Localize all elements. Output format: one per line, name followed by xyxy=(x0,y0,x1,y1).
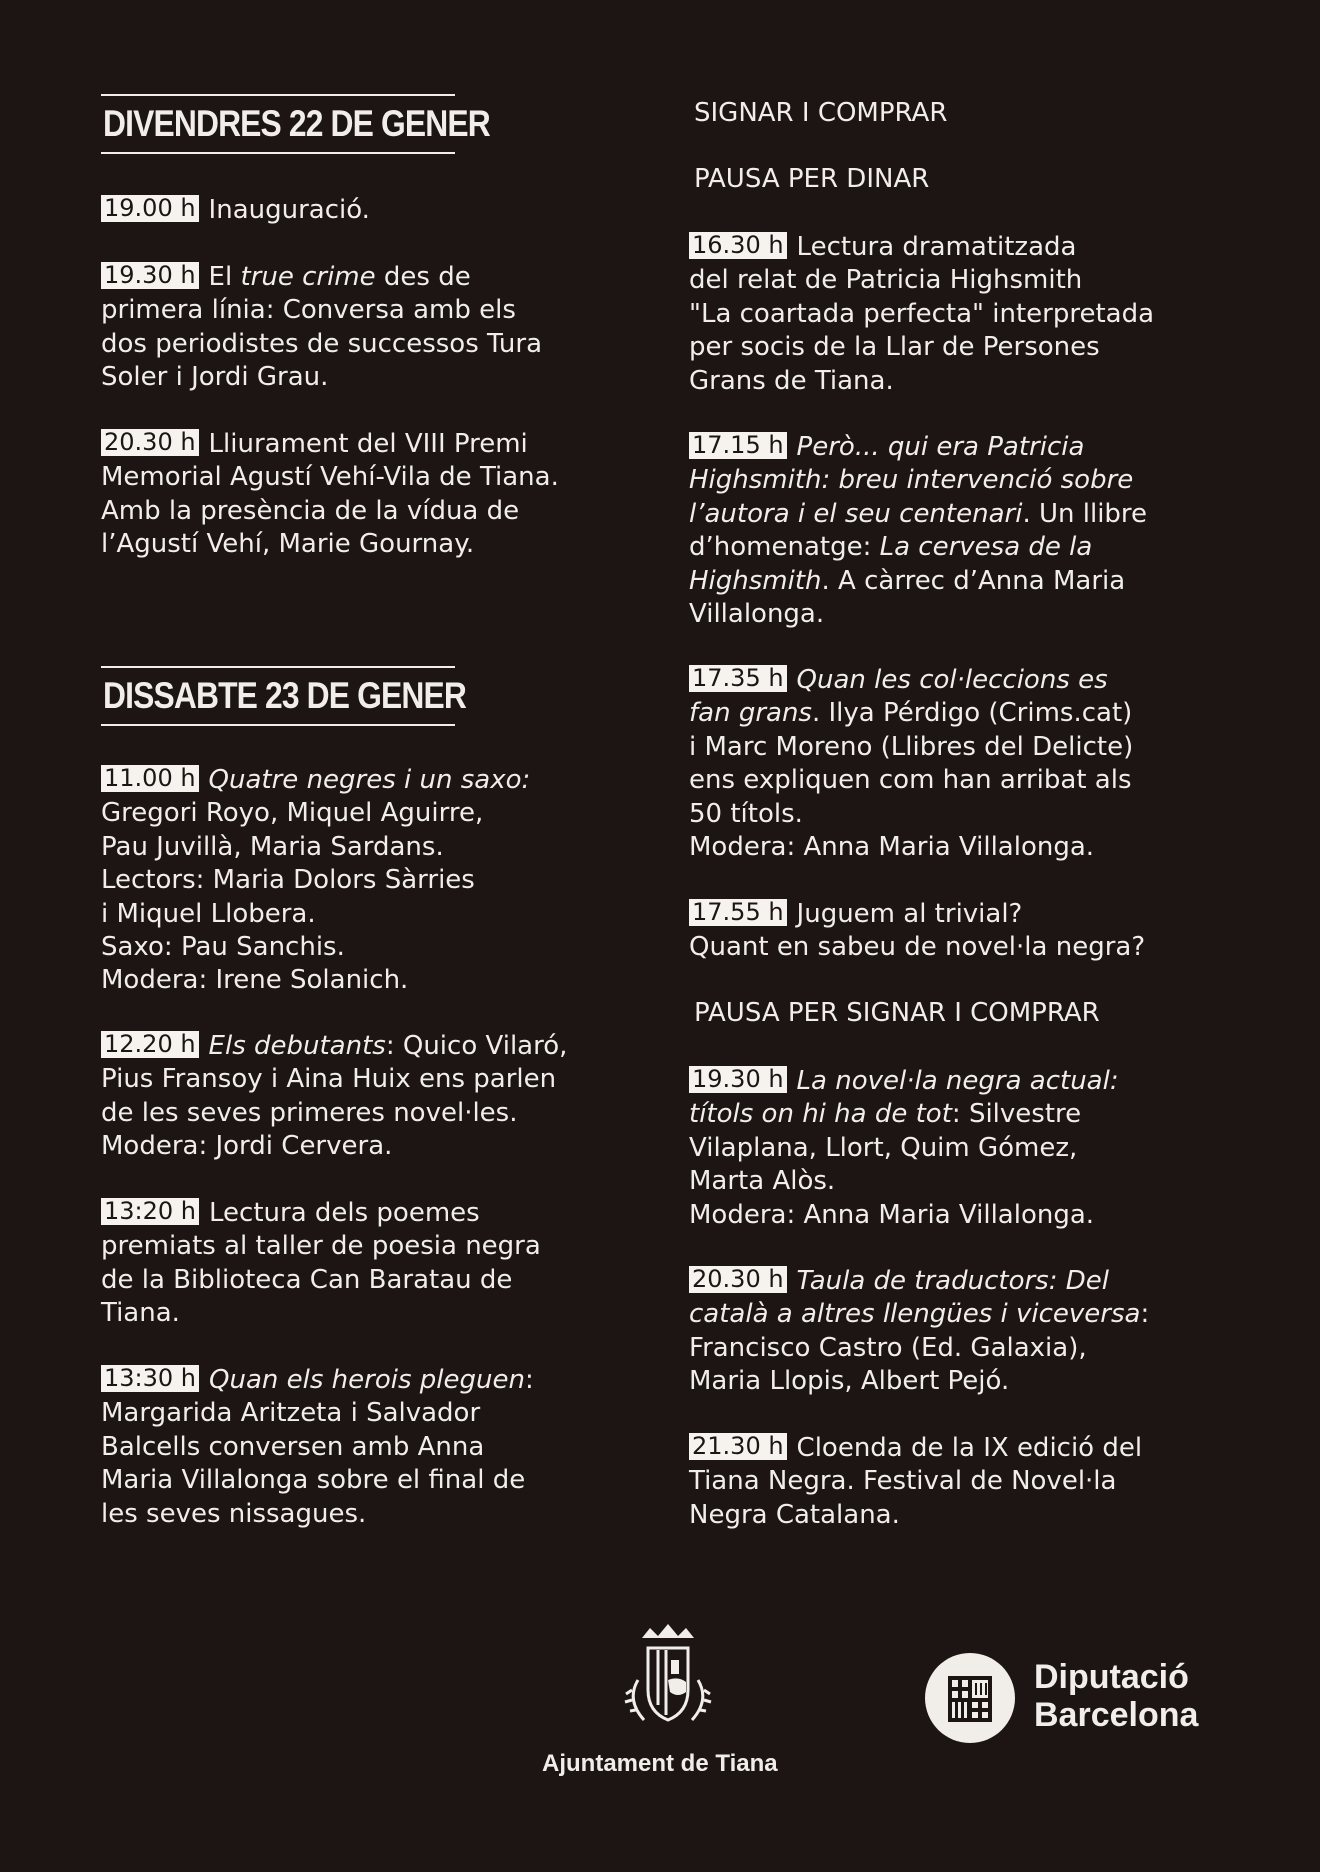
event-line xyxy=(101,1230,541,1263)
event-line xyxy=(101,1097,567,1130)
event-line xyxy=(689,1165,1119,1198)
event-line xyxy=(101,931,530,964)
event-text: Margarida Aritzeta i Salvador xyxy=(101,1398,481,1429)
event-text: Marta Alòs. xyxy=(689,1166,836,1197)
event-title-italic: Els debutants xyxy=(208,1031,386,1061)
event-time-badge: 17.35 h xyxy=(689,665,787,692)
event-line xyxy=(101,328,542,361)
event-text: premiats al taller de poesia negra xyxy=(101,1231,541,1262)
event-line xyxy=(689,898,1145,931)
event-block xyxy=(689,1432,1142,1532)
event-text: "La coartada perfecta" interpretada xyxy=(689,298,1155,329)
pausa-signar-label: PAUSA PER SIGNAR I COMPRAR xyxy=(694,998,1100,1028)
event-text: Grans de Tiana. xyxy=(689,365,894,396)
event-block xyxy=(101,764,530,998)
event-text: ens expliquen com han arribat als xyxy=(689,765,1132,796)
event-text: i Miquel Llobera. xyxy=(101,898,316,929)
event-text: Maria Villalonga sobre el final de xyxy=(101,1465,526,1496)
event-time-badge: 16.30 h xyxy=(689,232,787,259)
diputacio-barcelona-logo xyxy=(924,1652,1234,1744)
pausa-dinar-label: PAUSA PER DINAR xyxy=(694,164,930,194)
event-text: dos periodistes de successos Tura xyxy=(101,328,543,359)
day-title: DISSABTE 23 DE GENER xyxy=(103,675,466,716)
event-line xyxy=(101,1364,534,1397)
event-time-badge: 19.30 h xyxy=(101,262,199,289)
event-text: Vilaplana, Llort, Quim Gómez, xyxy=(689,1132,1078,1163)
event-line xyxy=(689,1199,1119,1232)
event-text: Maria Llopis, Albert Pejó. xyxy=(689,1366,1010,1397)
event-line xyxy=(689,798,1133,831)
event-line xyxy=(101,1264,541,1297)
event-block xyxy=(689,1265,1149,1399)
event-title-italic: Taula de traductors: Del xyxy=(796,1266,1109,1296)
event-title-italic: La cervesa de la xyxy=(879,532,1093,563)
event-line xyxy=(689,1432,1142,1465)
event-line xyxy=(101,1498,534,1531)
event-title-italic: Quan les col·leccions es xyxy=(796,665,1108,695)
event-text: Juguem al trivial? xyxy=(796,899,1023,929)
diputacio-text-line1: Diputació xyxy=(1034,1658,1189,1696)
event-text: des de xyxy=(375,262,471,292)
event-line xyxy=(689,764,1133,797)
event-line xyxy=(101,1464,534,1497)
event-time-badge: 20.30 h xyxy=(689,1266,787,1293)
event-block xyxy=(101,261,542,395)
event-line xyxy=(101,528,559,561)
tiana-coat-of-arms-icon xyxy=(608,1620,728,1740)
event-text: de les seves primeres novel·les. xyxy=(101,1097,518,1128)
event-title-italic: Highsmith: breu intervenció sobre xyxy=(689,465,1134,496)
event-text: d’homenatge: xyxy=(689,532,880,563)
event-line xyxy=(689,664,1133,697)
event-time-badge: 13:30 h xyxy=(101,1365,199,1392)
event-line xyxy=(689,598,1147,631)
event-text: Soler i Jordi Grau. xyxy=(101,362,329,393)
event-text: l’Agustí Vehí, Marie Gournay. xyxy=(101,529,475,560)
event-title-italic: fan grans xyxy=(689,698,812,729)
event-text: Modera: Jordi Cervera. xyxy=(101,1131,393,1162)
event-block xyxy=(101,1364,534,1531)
event-line xyxy=(689,1465,1142,1498)
event-line xyxy=(101,1297,541,1330)
event-text: . A càrrec d’Anna Maria xyxy=(821,565,1126,596)
event-text: i Marc Moreno (Llibres del Delicte) xyxy=(689,731,1134,762)
event-line xyxy=(689,365,1154,398)
event-line xyxy=(689,731,1133,764)
event-time-badge: 13:20 h xyxy=(101,1198,199,1225)
event-line xyxy=(689,565,1147,598)
event-line xyxy=(101,428,559,461)
event-text: Cloenda de la IX edició del xyxy=(796,1433,1143,1463)
event-time-badge: 17.15 h xyxy=(689,432,787,459)
event-line xyxy=(101,1130,567,1163)
event-line xyxy=(101,1063,567,1096)
event-title-italic: Highsmith xyxy=(689,565,822,596)
event-title-italic: català a altres llengües i viceversa xyxy=(689,1299,1141,1330)
tiana-logo-text: Ajuntament de Tiana xyxy=(542,1750,778,1777)
event-block xyxy=(689,231,1154,398)
day-header-saturday xyxy=(101,666,466,726)
event-block xyxy=(101,428,559,562)
event-text: El xyxy=(208,262,241,292)
event-time-badge: 21.30 h xyxy=(689,1433,787,1460)
event-line xyxy=(101,831,530,864)
event-title-italic: La novel·la negra actual: xyxy=(796,1066,1119,1096)
event-time-badge: 20.30 h xyxy=(101,429,199,456)
event-text: Tiana. xyxy=(101,1298,180,1329)
event-text: Modera: Anna Maria Villalonga. xyxy=(689,831,1095,862)
event-line xyxy=(689,931,1145,964)
event-text: del relat de Patricia Highsmith xyxy=(689,265,1083,296)
event-text: Pau Juvillà, Maria Sardans. xyxy=(101,831,444,862)
event-line xyxy=(689,431,1147,464)
event-line xyxy=(689,831,1133,864)
event-block xyxy=(689,898,1145,965)
event-text: Francisco Castro (Ed. Galaxia), xyxy=(689,1332,1087,1363)
event-text: : xyxy=(524,1365,534,1395)
event-title-italic: Però... qui era Patricia xyxy=(796,432,1085,462)
event-line xyxy=(101,1397,534,1430)
event-line xyxy=(689,498,1147,531)
event-text: Lliurament del VIII Premi xyxy=(208,429,528,459)
event-block xyxy=(689,1065,1119,1232)
event-text: Amb la presència de la vídua de xyxy=(101,495,520,526)
event-line xyxy=(689,1065,1119,1098)
event-time-badge: 19.30 h xyxy=(689,1066,787,1093)
event-line xyxy=(689,1265,1149,1298)
event-line xyxy=(101,1431,534,1464)
event-text: . Ilya Pérdigo (Crims.cat) xyxy=(811,698,1133,729)
event-text: de la Biblioteca Can Baratau de xyxy=(101,1264,513,1295)
event-time-badge: 19.00 h xyxy=(101,195,199,222)
event-block xyxy=(689,431,1147,631)
event-title-italic: Quatre negres i un saxo: xyxy=(208,765,531,795)
event-line xyxy=(689,697,1133,730)
event-text: Gregori Royo, Miquel Aguirre, xyxy=(101,798,484,829)
event-block xyxy=(101,194,370,227)
event-line xyxy=(101,495,559,528)
ajuntament-tiana-logo xyxy=(538,1620,798,1780)
event-title-italic: títols on hi ha de tot xyxy=(689,1099,952,1130)
event-line xyxy=(689,298,1154,331)
event-text: Quant en sabeu de novel·la negra? xyxy=(689,932,1146,963)
event-text: Pius Fransoy i Aina Huix ens parlen xyxy=(101,1064,557,1095)
day-title: DIVENDRES 22 DE GENER xyxy=(103,103,490,144)
event-line xyxy=(689,264,1154,297)
event-line xyxy=(101,1197,541,1230)
event-line xyxy=(689,1499,1142,1532)
event-title-italic: l’autora i el seu centenari xyxy=(689,498,1023,529)
event-line xyxy=(689,331,1154,364)
diputacio-text-line2: Barcelona xyxy=(1034,1696,1199,1734)
event-text: les seves nissagues. xyxy=(101,1498,367,1529)
event-block xyxy=(689,664,1133,864)
event-text: Inauguració. xyxy=(208,195,370,225)
event-line xyxy=(689,1332,1149,1365)
event-text: Lectors: Maria Dolors Sàrries xyxy=(101,865,475,896)
event-text: Negra Catalana. xyxy=(689,1499,900,1530)
event-text: Villalonga. xyxy=(689,598,825,629)
event-line xyxy=(101,261,542,294)
event-line xyxy=(101,898,530,931)
event-text: Memorial Agustí Vehí-Vila de Tiana. xyxy=(101,462,559,493)
day-header-friday xyxy=(101,94,490,154)
event-line xyxy=(689,1098,1119,1131)
event-text: Modera: Anna Maria Villalonga. xyxy=(689,1199,1095,1230)
event-line xyxy=(101,864,530,897)
event-text: Lectura dels poemes xyxy=(209,1198,480,1228)
event-title-italic: Quan els herois pleguen xyxy=(209,1365,525,1395)
event-time-badge: 12.20 h xyxy=(101,1031,199,1058)
event-line xyxy=(101,797,530,830)
event-line xyxy=(689,1365,1149,1398)
event-line xyxy=(101,1030,567,1063)
event-line xyxy=(101,461,559,494)
event-text: : Silvestre xyxy=(951,1099,1082,1130)
event-line xyxy=(101,764,530,797)
event-text: Balcells conversen amb Anna xyxy=(101,1431,485,1462)
event-time-badge: 11.00 h xyxy=(101,765,199,792)
event-text: Tiana Negra. Festival de Novel·la xyxy=(689,1466,1117,1497)
event-time-badge: 17.55 h xyxy=(689,899,787,926)
event-text: 50 títols. xyxy=(689,798,803,829)
event-text: Saxo: Pau Sanchis. xyxy=(101,931,345,962)
event-line xyxy=(101,194,370,227)
event-line xyxy=(689,531,1147,564)
event-line xyxy=(689,464,1147,497)
event-text: primera línia: Conversa amb els xyxy=(101,295,516,326)
event-text: : Quico Vilaró, xyxy=(385,1031,568,1061)
event-text: : xyxy=(1140,1299,1150,1330)
event-title-italic: true crime xyxy=(240,262,376,292)
event-line xyxy=(689,231,1154,264)
event-line xyxy=(101,361,542,394)
event-block xyxy=(101,1030,567,1164)
event-text: per socis de la Llar de Persones xyxy=(689,332,1100,363)
event-line xyxy=(689,1298,1149,1331)
diputacio-emblem-icon xyxy=(924,1652,1016,1744)
event-text: Modera: Irene Solanich. xyxy=(101,965,409,996)
event-line xyxy=(689,1132,1119,1165)
event-block xyxy=(101,1197,541,1331)
event-text: . Un llibre xyxy=(1022,498,1148,529)
event-text: Lectura dramatitzada xyxy=(796,232,1077,262)
event-line xyxy=(101,964,530,997)
event-line xyxy=(101,294,542,327)
signar-comprar-label: SIGNAR I COMPRAR xyxy=(694,98,948,128)
